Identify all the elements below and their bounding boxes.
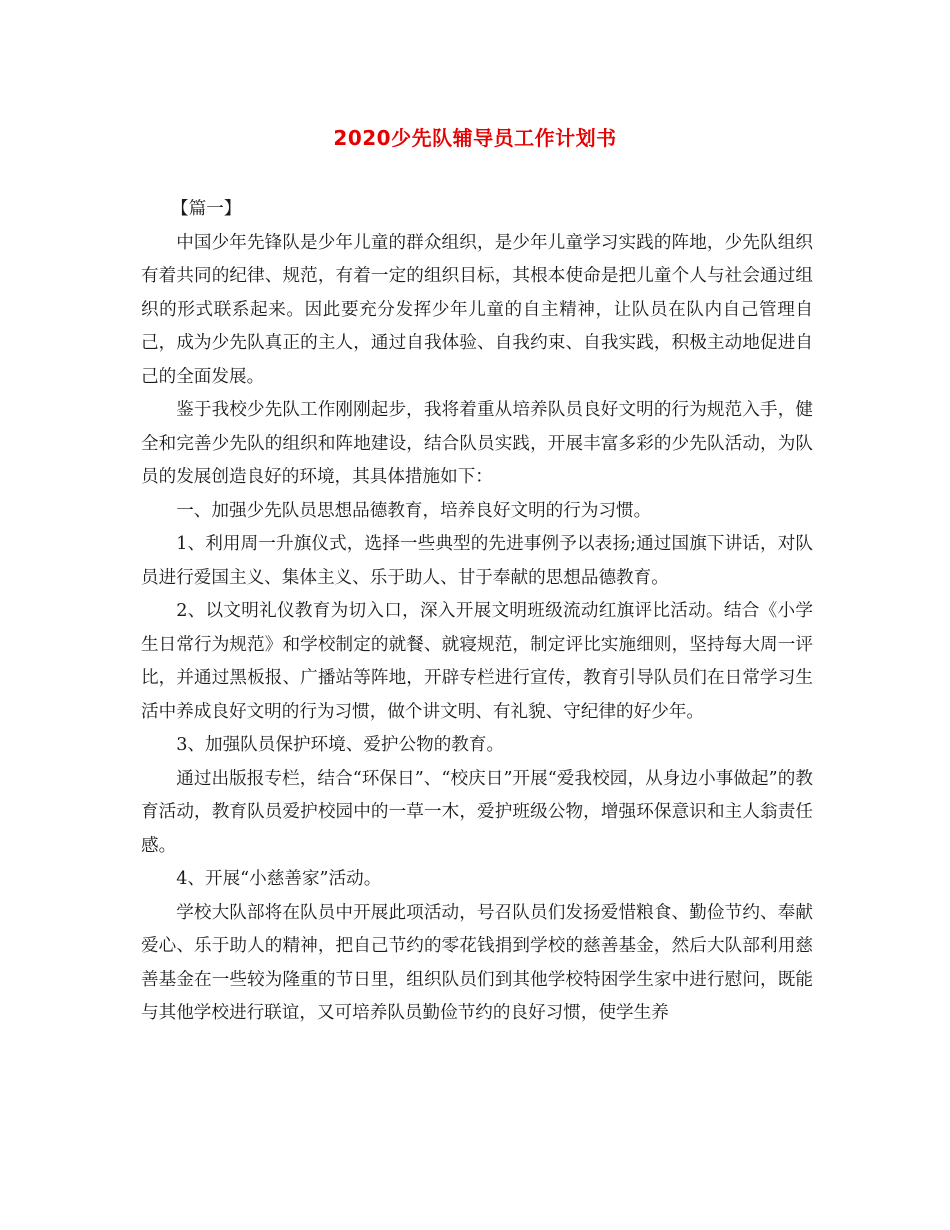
paragraph-item-4-detail: 学校大队部将在队员中开展此项活动，号召队员们发扬爱惜粮食、勤俭节约、奉献爱心、乐于助人的精神，把自己节约的零花钱捐到学校的慈善基金，然后大队部利用慈善基金在一些较为隆重的节日里，组织队员们到其他学校特困学生家中进行慰问，既能与其他学校进行联谊，又可培养队员勤俭节约的良好习惯，使学生养 (141, 902, 813, 1023)
paragraph-item-2: 2、以文明礼仪教育为切入口，深入开展文明班级流动红旗评比活动。结合《小学生日常行为规范》和学校制定的就餐、就寝规范，制定评比实施细则，坚持每大周一评比，并通过黑板报、广播站等阵地，开辟专栏进行宣传，教育引导队员们在日常学习生活中养成良好文明的行为习惯，做个讲文明、有礼貌、守纪律的好少年。 (141, 601, 813, 722)
paragraph-item-3: 3、加强队员保护环境、爱护公物的教育。 (176, 735, 505, 755)
document-title: 2020少先队辅导员工作计划书 (333, 126, 617, 150)
paragraph-heading-1: 一、加强少先队员思想品德教育，培养良好文明的行为习惯。 (176, 500, 652, 521)
paragraph-measures: 鉴于我校少先队工作刚刚起步，我将着重从培养队员良好文明的行为规范入手，健全和完善少先队的组织和阵地建设，结合队员实践，开展丰富多彩的少先队活动，为队员的发展创造良好的环境，其具体措施如下： (141, 400, 813, 487)
section-heading: 【篇一】 (171, 199, 242, 219)
paragraph-item-1: 1、利用周一升旗仪式，选择一些典型的先进事例予以表扬;通过国旗下讲话，对队员进行爱国主义、集体主义、乐于助人、甘于奉献的思想品德教育。 (141, 534, 813, 588)
paragraph-item-4: 4、开展“小慈善家”活动。 (176, 869, 382, 889)
paragraph-item-3-detail: 通过出版报专栏，结合“环保日”、“校庆日”开展“爱我校园，从身边小事做起”的教育活动，教育队员爱护校园中的一草一木，爱护班级公物，增强环保意识和主人翁责任感。 (141, 768, 813, 856)
document-body (141, 193, 813, 1031)
paragraph-intro: 中国少年先锋队是少年儿童的群众组织，是少年儿童学习实践的阵地，少先队组织有着共同的纪律、规范，有着一定的组织目标，其根本使命是把儿童个人与社会通过组织的形式联系起来。因此要充分发挥少年儿童的自主精神，让队员在队内自己管理自己，成为少先队真正的主人，通过自我体验、自我约束、自我实践，积极主动地促进自己的全面发展。 (141, 232, 813, 387)
